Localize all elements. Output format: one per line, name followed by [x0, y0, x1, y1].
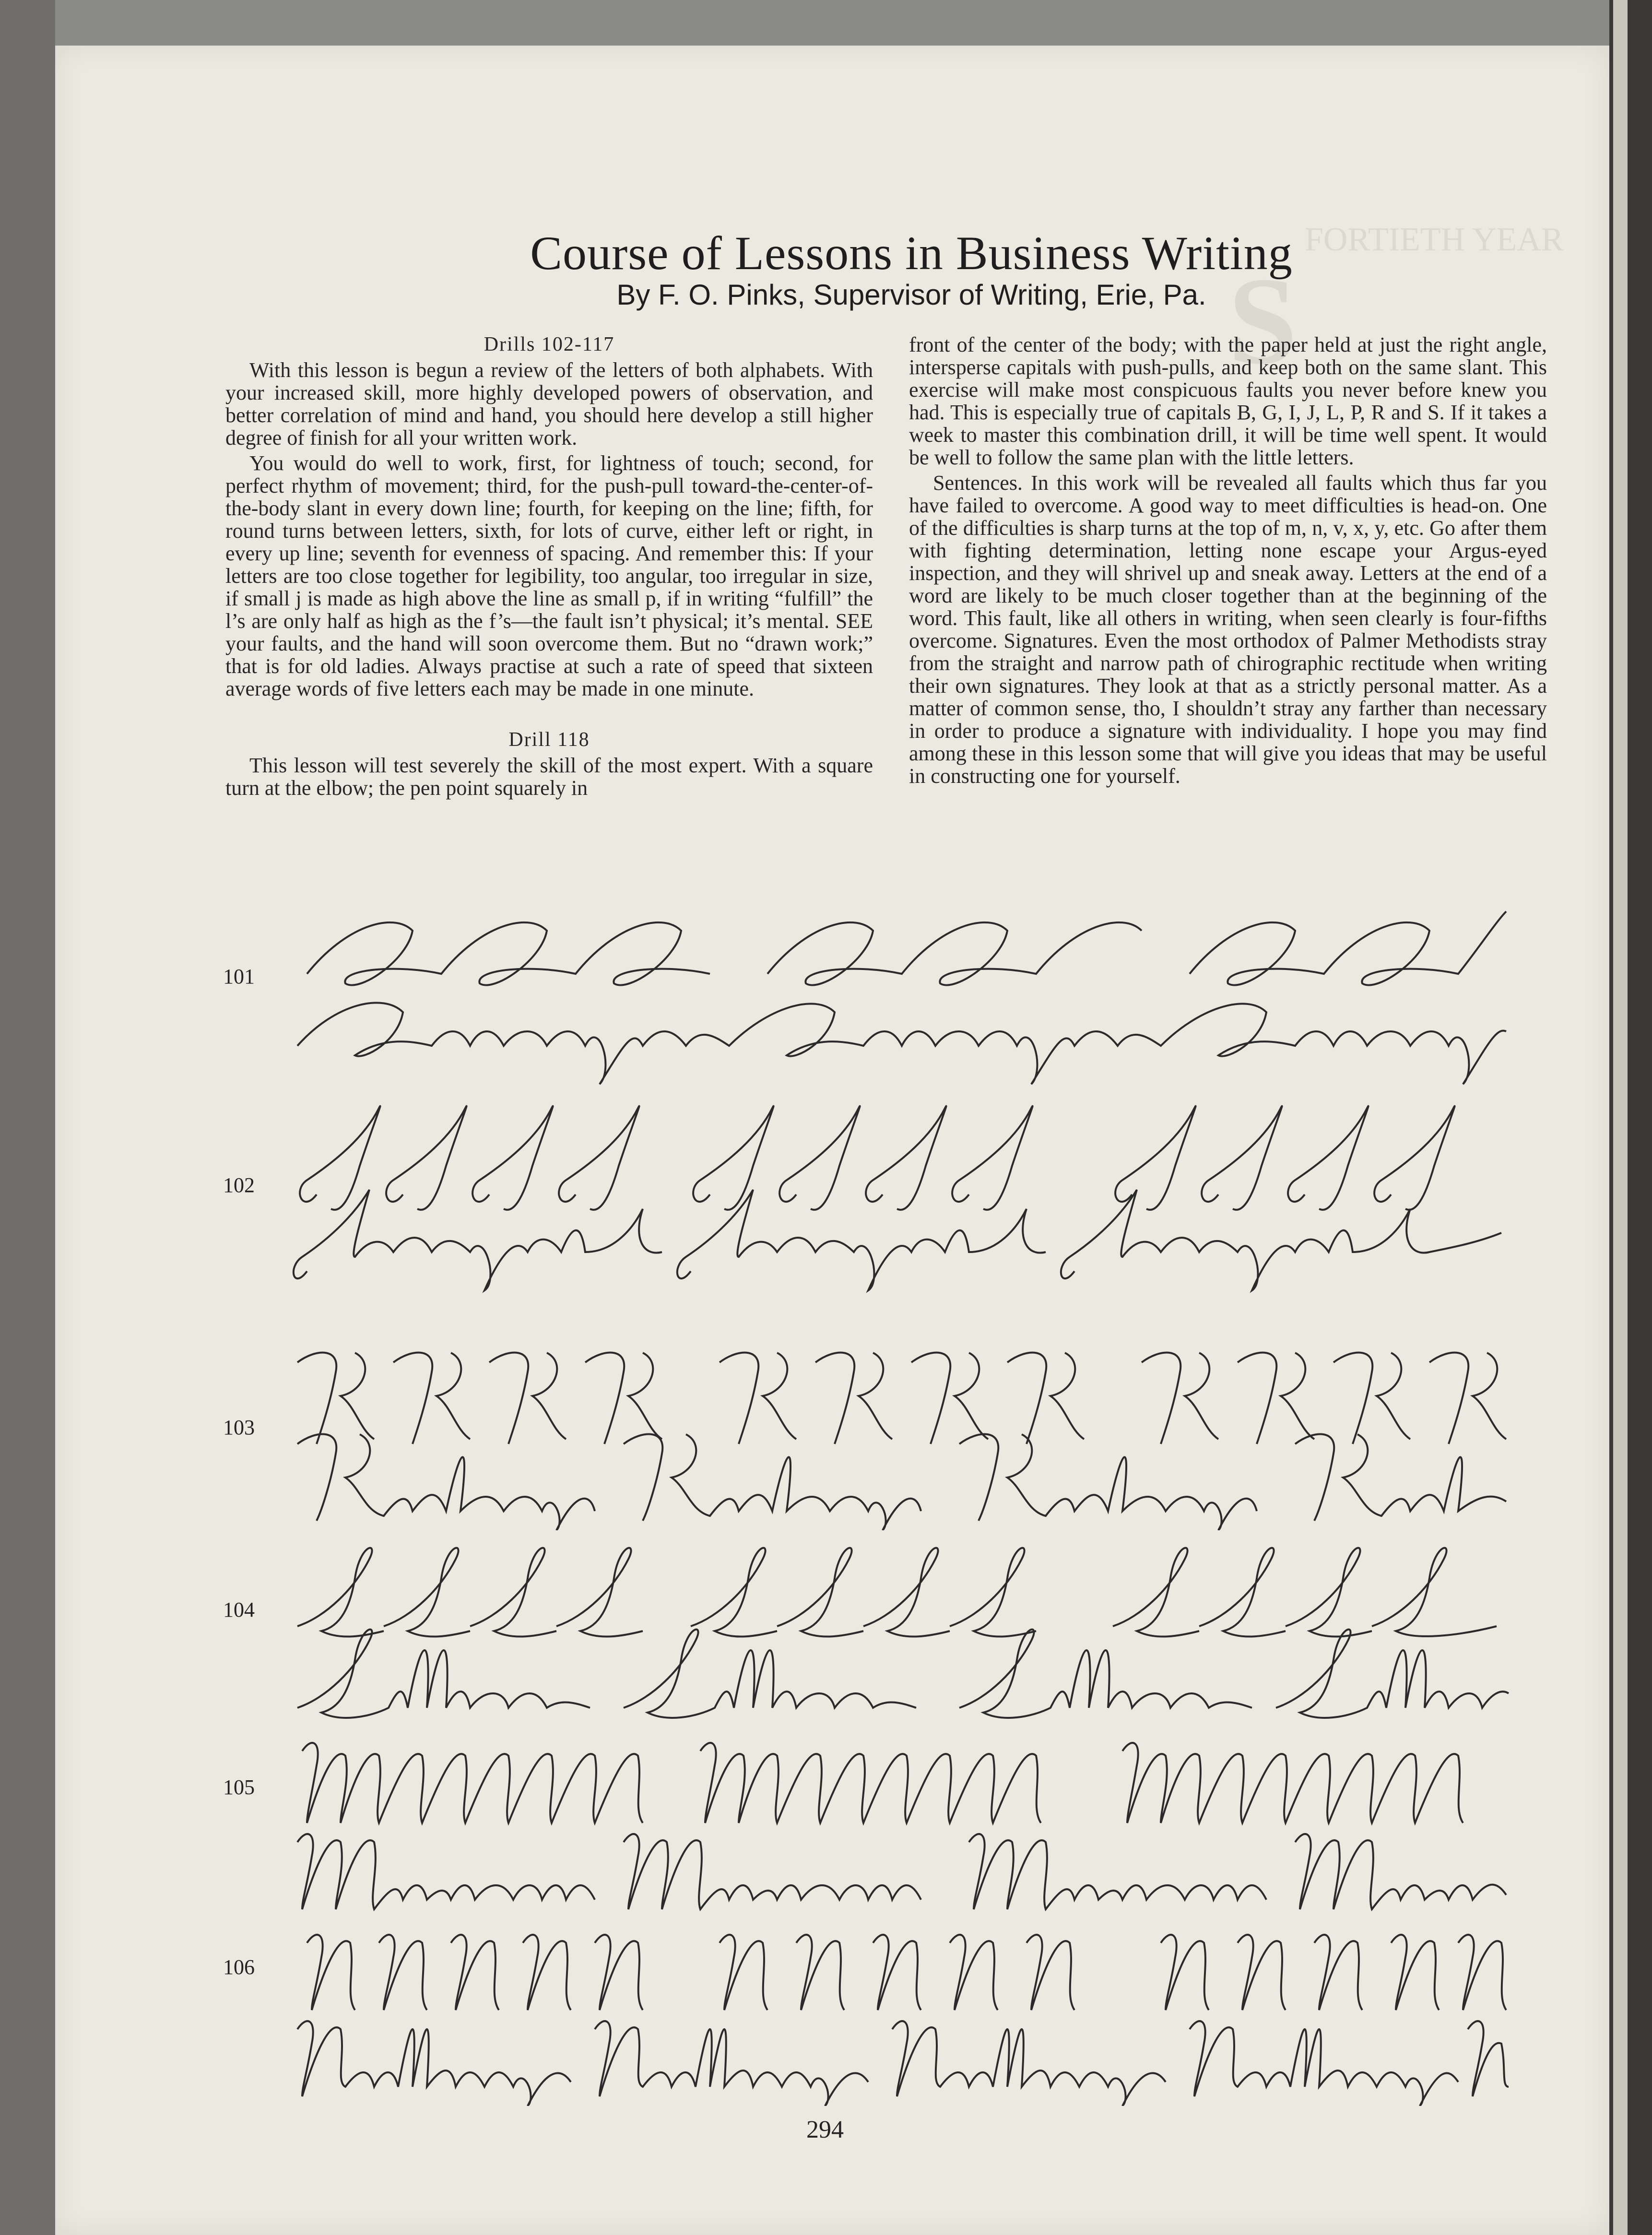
script-word-drawing	[288, 1180, 1511, 1295]
drill-label-106: 106	[223, 1955, 255, 1979]
script-word-105	[288, 1804, 1511, 1919]
drill-label-103: 103	[223, 1416, 255, 1439]
article-byline: By F. O. Pinks, Supervisor of Writing, Erie, Pa.	[616, 279, 1206, 311]
script-word-drawing	[288, 974, 1511, 1089]
scan-background	[0, 0, 55, 2235]
paragraph: This lesson will test severely the skill of the most expert. With a square turn at the elbow; the pen point squarely in	[225, 754, 873, 800]
bleed-through-banner: S	[1228, 252, 1298, 390]
paragraph: You would do well to work, first, for lightness of touch; second, for perfect rhythm of movement; third, for the push-pull toward-the-center-of-the-body slant in every down line; fourth, for keeping on the line; fifth, for round turns between letters, sixth, for lots of curve, either left or right, in every up line; seventh for evenness of spacing. And remember this: If your letters are too close together for legibility, too angular, too irregular in size, if small j is made as high above the line as small p, if in writing “fulfill” the l’s are only half as high as the f’s—the fault isn’t physical; it’s mental. SEE your faults, and the hand will soon overcome them. But no “drawn work;” that is for old ladies. Always practise at such a rate of speed that sixteen average words of five letters each may be made in one minute.	[225, 451, 873, 700]
script-word-101	[288, 974, 1511, 1089]
page-edge-strip	[1613, 0, 1628, 2235]
drill-118-heading: Drill 118	[508, 729, 590, 751]
script-word-drawing	[288, 1612, 1511, 1727]
script-word-drawing	[288, 1415, 1511, 1530]
article-title: Course of Lessons in Business Writing	[530, 226, 1293, 280]
drill-label-101: 101	[223, 965, 255, 988]
script-word-drawing	[288, 1991, 1511, 2106]
bleed-through-text: FORTIETH YEAR	[1305, 221, 1564, 258]
paragraph: front of the center of the body; with the paper held at just the right angle, intersperse capitals with push-pulls, and keep both on the same slant. This exercise will make most conspicuous faults you never before knew you had. This is especially true of capitals B, G, I, J, L, P, R and S. If it takes a week to master this combination drill, it will be time well spent. It would be well to follow the same plan with the little letters.	[909, 333, 1547, 469]
script-word-106	[288, 1991, 1511, 2106]
script-word-103	[288, 1415, 1511, 1530]
drill-label-105: 105	[223, 1775, 255, 1799]
right-text-column	[909, 333, 1547, 790]
script-word-drawing	[288, 1804, 1511, 1919]
drill-label-104: 104	[223, 1598, 255, 1621]
drill-label-102: 102	[223, 1173, 255, 1197]
adjacent-page-edge	[1609, 0, 1652, 2235]
left-text-column	[225, 333, 873, 802]
script-word-104	[288, 1612, 1511, 1727]
drills-heading: Drills 102-117	[484, 333, 615, 355]
paragraph: With this lesson is begun a review of the letters of both alphabets. With your increased skill, more highly developed powers of observation, and better correlation of mind and hand, you should here develop a still higher degree of finish for all your written work.	[225, 358, 873, 449]
paragraph: Sentences. In this work will be revealed all faults which thus far you have failed to overcome. A good way to meet difficulties is head-on. One of the difficulties is sharp turns at the top of m, n, v, x, y, etc. Go after them with fighting determination, letting none escape your Argus-eyed inspection, and they will shrivel up and sneak away. Letters at the end of a word are likely to be much closer together than at the beginning of the word. This fault, like all others in writing, when seen clearly is four-fifths overcome. Signatures. Even the most orthodox of Palmer Methodists stray from the straight and narrow path of chirographic rectitude when writing their own signatures. They look at that as a strictly personal matter. As a matter of common sense, tho, I shouldn’t stray any farther than necessary in order to produce a signature with individuality. I hope you may find among these in this lesson some that will give you ideas that may be useful in constructing one for yourself.	[909, 471, 1547, 788]
script-word-102	[288, 1180, 1511, 1295]
page-number: 294	[806, 2116, 844, 2143]
